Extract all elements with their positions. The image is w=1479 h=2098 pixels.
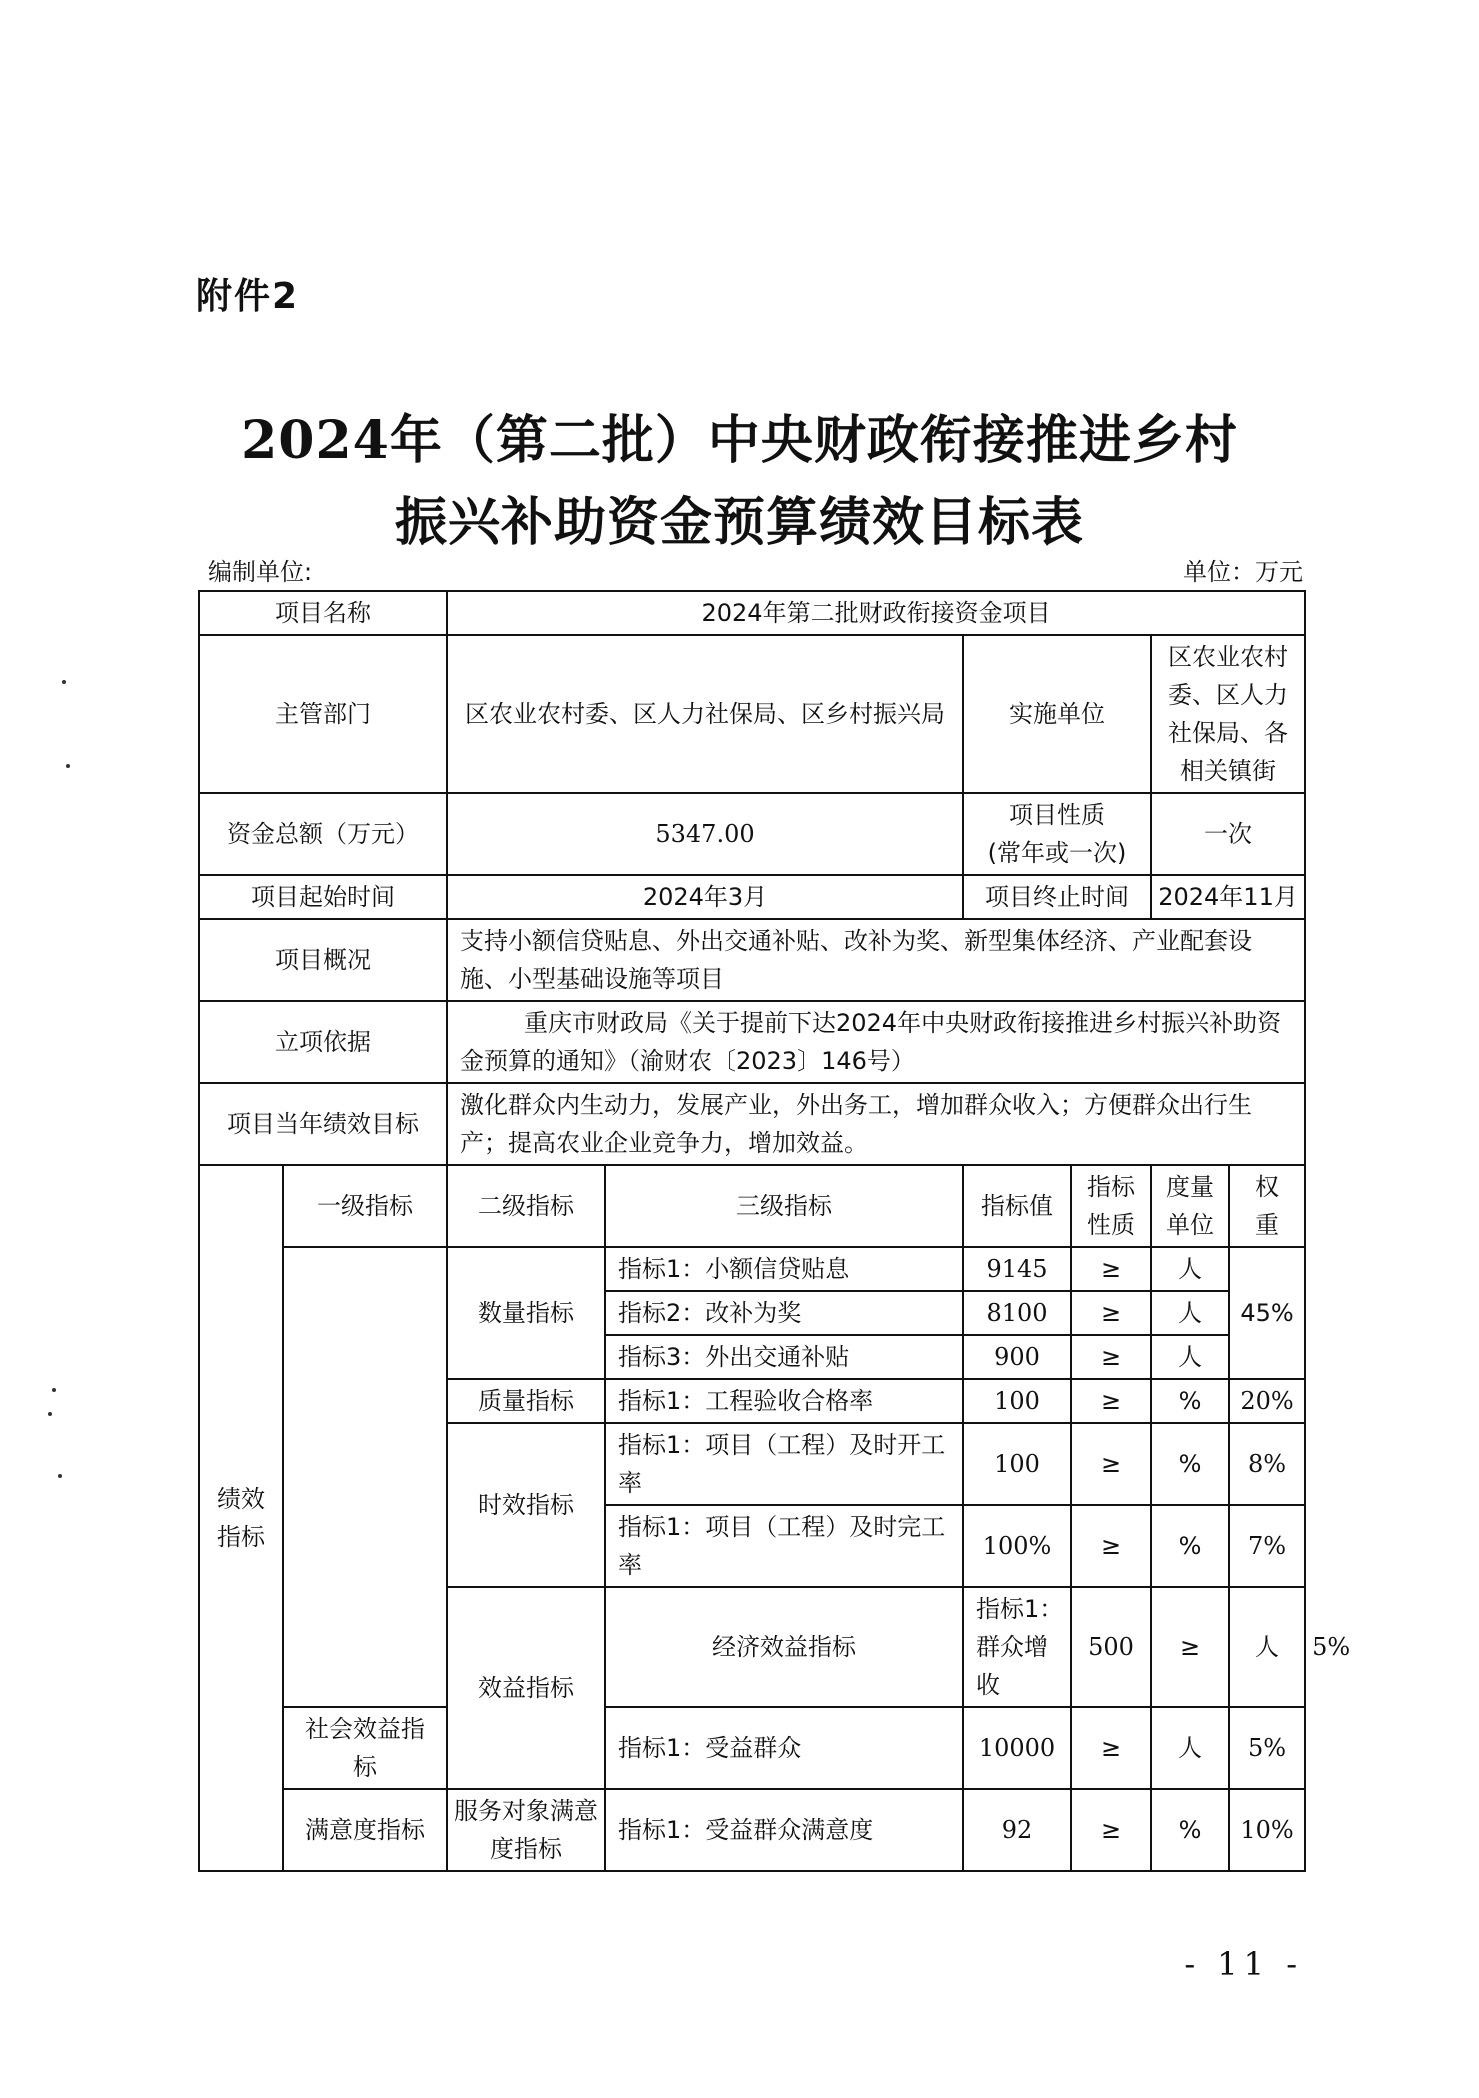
basis-cell: [447, 1001, 1305, 1083]
basis-value: 重庆市财政局《关于提前下达2024年中央财政衔接推进乡村振兴补助资金预算的通知》（渝财农〔2023〕146号）: [460, 1009, 1282, 1075]
table-row: [199, 1001, 1305, 1083]
overview-value: 支持小额信贷贴息、外出交通补贴、改补为奖、新型集体经济、产业配套设施、小型基础设施等项目: [447, 919, 1305, 1001]
economic-indicator-op: ≥: [1151, 1587, 1229, 1707]
end-time-value: 2024年11月: [1151, 875, 1305, 919]
header-value: 指标值: [963, 1165, 1071, 1247]
social-label: 社会效益指标: [283, 1707, 447, 1789]
quantity-label: 数量指标: [447, 1247, 605, 1379]
table-row: [199, 1247, 1305, 1291]
quantity-indicator-op: ≥: [1071, 1335, 1151, 1379]
timeliness-weight: 8%: [1229, 1423, 1305, 1505]
header-level3: 三级指标: [605, 1165, 963, 1247]
economic-indicator-value: 500: [1071, 1587, 1151, 1707]
header-weight: 权重: [1229, 1165, 1305, 1247]
unit-label: 单位：万元: [1183, 558, 1303, 586]
quality-weight: 20%: [1229, 1379, 1305, 1423]
impl-value: 区农业农村委、区人力社保局、各相关镇街: [1151, 635, 1305, 793]
service-label: 服务对象满意度指标: [447, 1789, 605, 1871]
table-row: [199, 1789, 1305, 1871]
total-amount-label: 资金总额（万元）: [199, 793, 447, 875]
quality-indicator-name: 指标1：工程验收合格率: [605, 1379, 963, 1423]
indicators-section-label: [199, 1165, 283, 1871]
basis-label: 立项依据: [199, 1001, 447, 1083]
social-indicator-name: 指标1：受益群众: [605, 1707, 963, 1789]
timeliness-indicator-op: ≥: [1071, 1505, 1151, 1587]
timeliness-indicator-value: 100%: [963, 1505, 1071, 1587]
satisfaction-indicator-value: 92: [963, 1789, 1071, 1871]
overview-label: 项目概况: [199, 919, 447, 1001]
timeliness-indicator-op: ≥: [1071, 1423, 1151, 1505]
satisfaction-indicator-unit: %: [1151, 1789, 1229, 1871]
goal-value: 激化群众内生动力，发展产业，外出务工，增加群众收入；方便群众出行生产；提高农业企业竞争力，增加效益。: [447, 1083, 1305, 1165]
quantity-indicator-value: 8100: [963, 1291, 1071, 1335]
timeliness-indicator-value: 100: [963, 1423, 1071, 1505]
quantity-indicator-op: ≥: [1071, 1247, 1151, 1291]
compiler-label: 编制单位:: [208, 558, 313, 586]
header-unit: 度量单位: [1151, 1165, 1229, 1247]
timeliness-indicator-name: 指标1：项目（工程）及时完工率: [605, 1505, 963, 1587]
quantity-indicator-value: 900: [963, 1335, 1071, 1379]
satisfaction-weight: 10%: [1229, 1789, 1305, 1871]
table-row: [199, 1707, 1305, 1789]
scan-speck: [66, 764, 70, 768]
project-name-label: 项目名称: [199, 591, 447, 635]
goal-label: 项目当年绩效目标: [199, 1083, 447, 1165]
quantity-indicator-unit: 人: [1151, 1335, 1229, 1379]
quality-indicator-op: ≥: [1071, 1379, 1151, 1423]
dept-label: 主管部门: [199, 635, 447, 793]
table-row: [199, 919, 1305, 1001]
project-nature-label-line2: (常年或一次): [987, 839, 1127, 867]
timeliness-weight: 7%: [1229, 1505, 1305, 1587]
economic-indicator-unit: 人: [1229, 1587, 1305, 1707]
quality-indicator-value: 100: [963, 1379, 1071, 1423]
quality-indicator-unit: %: [1151, 1379, 1229, 1423]
social-weight: 5%: [1229, 1707, 1305, 1789]
quantity-indicator-unit: 人: [1151, 1291, 1229, 1335]
table-row: [199, 635, 1305, 793]
project-nature-label-line1: 项目性质: [1009, 801, 1105, 829]
table-row: [199, 875, 1305, 919]
table-row: [199, 1083, 1305, 1165]
social-indicator-value: 10000: [963, 1707, 1071, 1789]
quantity-indicator-unit: 人: [1151, 1247, 1229, 1291]
social-indicator-op: ≥: [1071, 1707, 1151, 1789]
project-name-value: 2024年第二批财政衔接资金项目: [447, 591, 1305, 635]
satisfaction-indicator-op: ≥: [1071, 1789, 1151, 1871]
end-time-label: 项目终止时间: [963, 875, 1151, 919]
header-nature: 指标性质: [1071, 1165, 1151, 1247]
scan-speck: [52, 1388, 56, 1392]
timeliness-indicator-unit: %: [1151, 1505, 1229, 1587]
start-time-label: 项目起始时间: [199, 875, 447, 919]
output-level1-cell: [283, 1247, 447, 1707]
page-number: - 11 -: [1184, 1945, 1303, 1983]
indicators-section-text: 绩效指标: [217, 1485, 265, 1551]
table-row: [199, 591, 1305, 635]
performance-target-table: [198, 590, 1351, 1872]
satisfaction-indicator-name: 指标1：受益群众满意度: [605, 1789, 963, 1871]
table-row: [199, 1165, 1305, 1247]
dept-value: 区农业农村委、区人力社保局、区乡村振兴局: [447, 635, 963, 793]
page-title-line2: 振兴补助资金预算绩效目标表: [394, 492, 1084, 553]
quality-label: 质量指标: [447, 1379, 605, 1423]
attachment-label: 附件2: [196, 276, 300, 317]
header-level1: 一级指标: [283, 1165, 447, 1247]
table-row: [199, 793, 1305, 875]
total-amount-value: 5347.00: [447, 793, 963, 875]
page-title-line1: 2024年（第二批）中央财政衔接推进乡村: [241, 410, 1238, 471]
quantity-indicator-op: ≥: [1071, 1291, 1151, 1335]
scan-speck: [58, 1474, 62, 1478]
social-indicator-unit: 人: [1151, 1707, 1229, 1789]
quantity-indicator-value: 9145: [963, 1247, 1071, 1291]
satisfaction-label: 满意度指标: [283, 1789, 447, 1871]
quantity-indicator-name: 指标1：小额信贷贴息: [605, 1247, 963, 1291]
project-nature-value: 一次: [1151, 793, 1305, 875]
timeliness-indicator-unit: %: [1151, 1423, 1229, 1505]
economic-label: 经济效益指标: [605, 1587, 963, 1707]
benefit-label: 效益指标: [447, 1587, 605, 1789]
timeliness-label: 时效指标: [447, 1423, 605, 1587]
timeliness-indicator-name: 指标1：项目（工程）及时开工率: [605, 1423, 963, 1505]
quantity-weight: 45%: [1229, 1247, 1305, 1379]
quantity-indicator-name: 指标3：外出交通补贴: [605, 1335, 963, 1379]
header-level2: 二级指标: [447, 1165, 605, 1247]
scan-speck: [62, 680, 66, 684]
project-nature-label: [963, 793, 1151, 875]
start-time-value: 2024年3月: [447, 875, 963, 919]
quantity-indicator-name: 指标2：改补为奖: [605, 1291, 963, 1335]
table-row: 效益指标 经济效益指标 指标1：群众增收 500 ≥ 人 5%: [199, 1587, 1305, 1707]
scan-speck: [48, 1412, 52, 1416]
impl-label: 实施单位: [963, 635, 1151, 793]
economic-indicator-name: 指标1：群众增收: [963, 1587, 1071, 1707]
